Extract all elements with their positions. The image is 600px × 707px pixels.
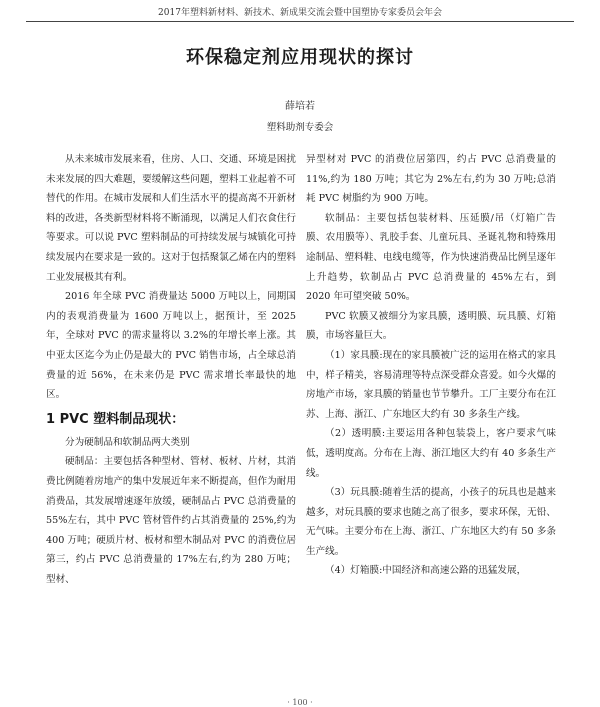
paragraph: 2016 年全球 PVC 消费量达 5000 万吨以上，同期国内的表观消费量为 1600 万吨以上，据预计，至 2025 年，全球对 PVC 的需求量将以 3.2%的年增长率上涨。其中亚太区迄今为止仍是最大的 PVC 销售市场，占全球总消费量的近 56%，在未来仍是 PVC 需求增长率最快的地区。 <box>46 291 296 401</box>
paragraph: （4）灯箱膜:中国经济和高速公路的迅猛发展， <box>325 565 527 577</box>
paragraph: （1）家具膜:现在的家具膜被广泛的运用在格式的家具中，样子精美，容易清理等特点深受群众喜爱。如今火爆的房地产市场，家具膜的销量也节节攀升。工厂主要分布在江苏、上海、浙江、广东地区大约有 30 多条生产线。 <box>306 349 556 420</box>
author-name: 薛培若 <box>285 101 315 112</box>
running-header: 2017年塑料新材料、新技术、新成果交流会暨中国塑协专家委员会年会 <box>158 8 442 18</box>
page-number: · 100 · <box>287 698 313 707</box>
paragraph: PVC 软膜又被细分为家具膜，透明膜、玩具膜、灯箱膜，市场容量巨大。 <box>306 310 556 342</box>
paragraph: 软制品：主要包括包装材料、压延膜/吊（灯箱广告膜、农用膜等）、乳胶手套、儿童玩具、圣诞礼物和特殊用途制品、塑料鞋、电线电缆等，作为快速消费品比例呈逐年上升趋势，软制品占 PVC 总消费量的 45%左右，到 2020 年可望突破 50%。 <box>306 212 556 303</box>
author-affiliation: 塑料助剂专委会 <box>266 122 334 133</box>
paragraph: 从未来城市发展来看，住房、人口、交通、环境是困扰未来发展的四大难题，要缓解这些问题，塑料工业起着不可替代的作用。在城市发展和人们生活水平的提高离不开新材料的改进，各类新型材料将不断涌现，以满足人们衣食住行等要求。可以说 PVC 塑料制品的可持续发展与城镇化可持续发展内在要求是一致的。这对于包括聚氯乙烯在内的塑料工业发展极其有利。 <box>46 154 296 283</box>
paragraph: （2）透明膜:主要运用各种包装袋上，客户要求气味低，透明度高。分布在上海、浙江地区大约有 40 多条生产线。 <box>306 428 556 479</box>
left-column <box>46 150 296 589</box>
paper-title: 环保稳定剂应用现状的探讨 <box>186 47 414 68</box>
paragraph: 硬制品：主要包括各种型材、管材、板材、片材，其消费比例随着房地产的集中发展近年来不断提高，但作为耐用消费品，其发展增速逐年放缓，硬制品占 PVC 总消费量的 55%左右，其中 PVC 管材管件约占其消费量的 25%,约为 400 万吨；硬质片材、板材和塑木制品对 PVC 的消费位居第三，约占 PVC 总消费量的 17%左右,约为 280 万吨；型材、 <box>46 456 296 585</box>
right-column <box>306 150 556 581</box>
paragraph: （3）玩具膜:随着生活的提高，小孩子的玩具也是越来越多，对玩具膜的要求也随之高了很多，要求环保，无铅、无气味。主要分布在上海、浙江、广东地区大约有 50 多条生产线。 <box>306 487 556 557</box>
header-divider <box>26 21 574 22</box>
section-heading: 1 PVC 塑料制品现状： <box>46 411 185 427</box>
paragraph: 异型材对 PVC 的消费位居第四，约占 PVC 总消费量的 11%,约为 180 万吨；其它为 2%左右,约为 30 万吨;总消耗 PVC 树脂约为 900 万吨。 <box>306 154 556 205</box>
paragraph: 分为硬制品和软制品两大类别 <box>65 436 190 448</box>
